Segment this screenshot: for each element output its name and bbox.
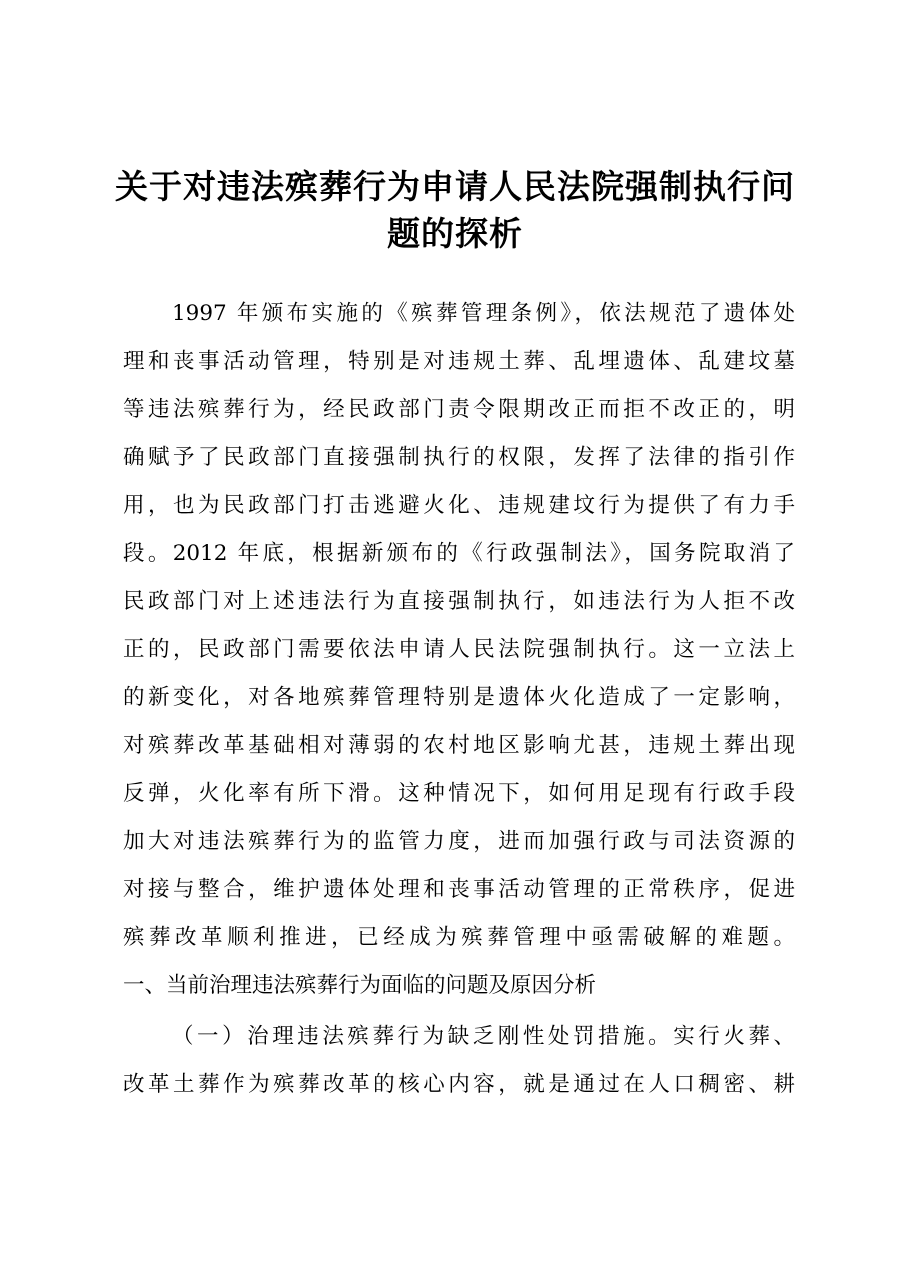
paragraph-line: 民政部门对上述违法行为直接强制执行，如违法行为人拒不改 <box>123 589 795 614</box>
paragraph-line: 的新变化，对各地殡葬管理特别是遗体火化造成了一定影响， <box>123 685 795 710</box>
document-title-line-1: 关于对违法殡葬行为申请人民法院强制执行问 <box>115 167 795 206</box>
paragraph-line: 确赋予了民政部门直接强制执行的权限，发挥了法律的指引作 <box>123 445 795 470</box>
paragraph-line: 1997 年颁布实施的《殡葬管理条例》，依法规范了遗体处 <box>172 301 795 326</box>
paragraph-line: 改革土葬作为殡葬改革的核心内容，就是通过在人口稠密、耕 <box>123 1072 795 1097</box>
paragraph-line: 殡葬改革顺利推进，已经成为殡葬管理中亟需破解的难题。 <box>123 925 795 950</box>
paragraph-line: 加大对违法殡葬行为的监管力度，进而加强行政与司法资源的 <box>123 829 795 854</box>
paragraph-line: 用，也为民政部门打击逃避火化、违规建坟行为提供了有力手 <box>123 493 795 518</box>
paragraph-line: （一）治理违法殡葬行为缺乏刚性处罚措施。实行火葬、 <box>172 1024 795 1049</box>
paragraph-line: 对殡葬改革基础相对薄弱的农村地区影响尤甚，违规土葬出现 <box>123 733 795 758</box>
paragraph-line: 对接与整合，维护遗体处理和丧事活动管理的正常秩序，促进 <box>123 877 795 902</box>
section-heading: 一、当前治理违法殡葬行为面临的问题及原因分析 <box>123 973 597 998</box>
document-title-line-2: 题的探析 <box>387 214 523 253</box>
paragraph-line: 理和丧事活动管理，特别是对违规土葬、乱埋遗体、乱建坟墓 <box>123 349 795 374</box>
paragraph-line: 段。2012 年底，根据新颁布的《行政强制法》，国务院取消了 <box>123 541 795 566</box>
paragraph-line: 等违法殡葬行为，经民政部门责令限期改正而拒不改正的，明 <box>123 397 795 422</box>
paragraph-line: 反弹，火化率有所下滑。这种情况下，如何用足现有行政手段 <box>123 781 795 806</box>
paragraph-line: 正的，民政部门需要依法申请人民法院强制执行。这一立法上 <box>123 637 795 662</box>
